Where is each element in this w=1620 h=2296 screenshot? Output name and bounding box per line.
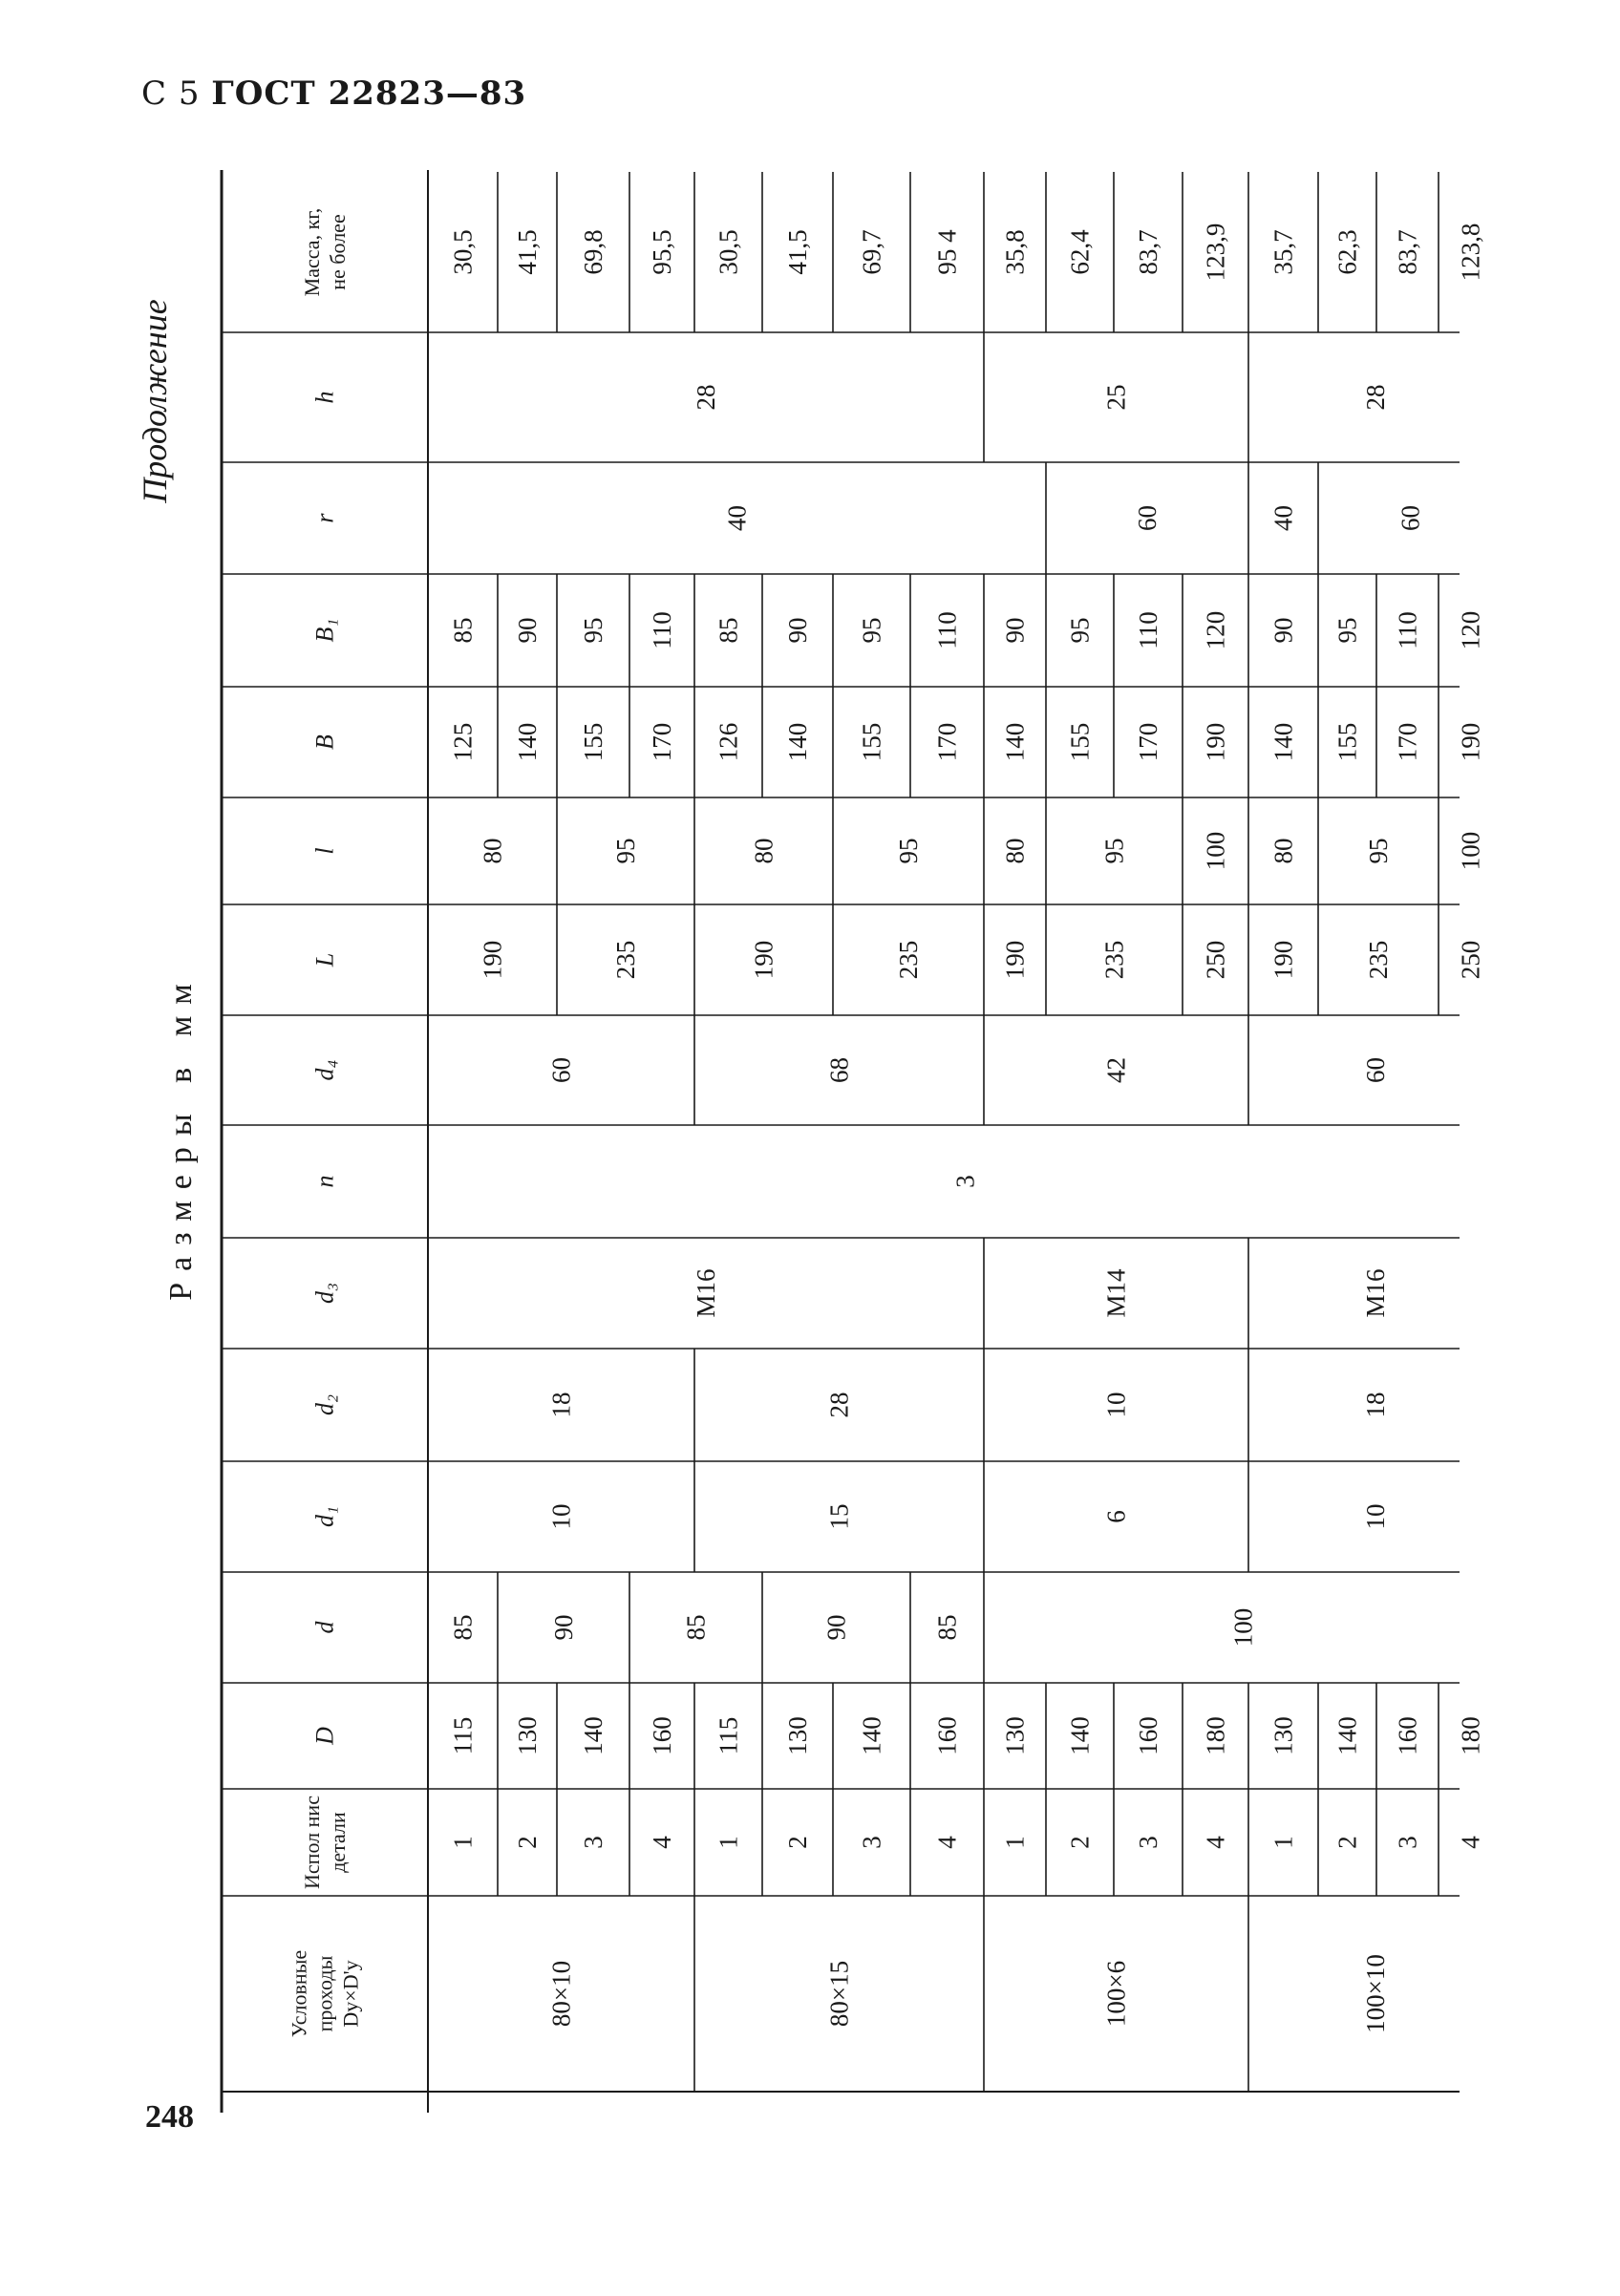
cell-d4: 68 [824, 1057, 854, 1083]
cell-h: 28 [1361, 384, 1390, 411]
header-n: n [310, 1175, 339, 1188]
page-number: 248 [145, 2099, 194, 2135]
header-L: L [310, 952, 339, 967]
cell-L: 190 [1268, 940, 1298, 980]
cell-B: 155 [857, 722, 886, 762]
cell-d1: 10 [546, 1503, 576, 1530]
cell-d3: M16 [1361, 1268, 1390, 1318]
cell-D: 140 [579, 1716, 608, 1755]
cell-dy: 80×15 [824, 1960, 854, 2028]
header-prefix: С 5 [141, 74, 201, 113]
cell-d: 85 [448, 1614, 478, 1641]
cell-D: 130 [783, 1716, 812, 1755]
standard-number: ГОСТ 22823—83 [211, 74, 527, 113]
cell-d: 90 [821, 1614, 851, 1641]
cell-d1: 10 [1361, 1503, 1390, 1530]
cell-d4: 42 [1101, 1057, 1131, 1083]
cell-B1: 90 [1268, 617, 1298, 644]
header-h: h [310, 391, 339, 404]
cell-r: 40 [722, 505, 752, 531]
header-D: D [310, 1727, 339, 1745]
cell-B1: 85 [448, 617, 478, 644]
cell-B1: 85 [714, 617, 743, 644]
cell-B: 140 [1268, 722, 1298, 762]
cell-part: 3 [579, 1836, 608, 1849]
cell-d: 90 [549, 1614, 578, 1641]
header-l: l [310, 847, 339, 855]
header-d1: d₁ [310, 1505, 339, 1528]
cell-l: 80 [478, 838, 507, 864]
cell-part: 2 [1065, 1836, 1095, 1849]
cell-B: 140 [513, 722, 542, 762]
cell-D: 140 [1065, 1716, 1095, 1755]
cell-part: 2 [513, 1836, 542, 1849]
cell-L: 235 [1099, 940, 1129, 980]
cell-L: 250 [1456, 940, 1485, 980]
cell-r: 60 [1133, 505, 1162, 531]
cell-part: 1 [714, 1836, 743, 1849]
header-d: d [310, 1621, 339, 1634]
cell-B: 126 [714, 722, 743, 762]
header-dy: Условные [287, 1949, 311, 2038]
cell-l: 80 [1268, 838, 1298, 864]
cell-d1: 6 [1101, 1510, 1131, 1523]
cell-L: 190 [478, 940, 507, 980]
cell-B: 190 [1456, 722, 1485, 762]
cell-D: 140 [857, 1716, 886, 1755]
cell-n: 3 [950, 1175, 980, 1188]
cell-mass: 123,8 [1456, 223, 1485, 282]
cell-B: 170 [1393, 722, 1422, 762]
header-part: Испол нис [300, 1796, 324, 1889]
cell-D: 115 [714, 1716, 743, 1755]
cell-mass: 41,5 [783, 229, 812, 275]
units-caption: Размеры в мм [163, 972, 199, 1301]
cell-B: 170 [1134, 722, 1162, 762]
cell-l: 80 [1000, 838, 1030, 864]
cell-D: 115 [448, 1716, 478, 1755]
cell-B1: 110 [932, 611, 962, 649]
cell-d2: 18 [546, 1392, 576, 1418]
cell-L: 235 [1364, 940, 1393, 980]
cell-D: 180 [1201, 1716, 1230, 1755]
cell-mass: 62,3 [1332, 229, 1362, 275]
cell-B1: 90 [513, 617, 542, 644]
cell-d4: 60 [546, 1057, 576, 1083]
cell-part: 1 [1268, 1836, 1298, 1849]
cell-l: 100 [1456, 831, 1485, 871]
cell-part: 4 [648, 1836, 676, 1849]
cell-mass: 35,7 [1268, 229, 1298, 275]
cell-part: 2 [783, 1836, 812, 1849]
cell-mass: 123,9 [1201, 223, 1230, 282]
cell-d: 100 [1228, 1607, 1258, 1648]
cell-D: 160 [932, 1716, 962, 1755]
cell-d3: M14 [1101, 1268, 1131, 1318]
cell-mass: 95 4 [932, 229, 962, 275]
header-B: B [310, 734, 339, 750]
cell-B: 140 [1000, 722, 1030, 762]
cell-D: 160 [1134, 1716, 1162, 1755]
cell-B1: 110 [1393, 611, 1422, 649]
cell-B1: 110 [648, 611, 676, 649]
cell-l: 95 [1364, 838, 1393, 864]
header-dy: Dу×D'у [338, 1960, 363, 2028]
cell-l: 95 [894, 838, 923, 864]
cell-d2: 28 [824, 1392, 854, 1418]
cell-d2: 10 [1101, 1392, 1131, 1418]
header-r: r [310, 513, 339, 523]
cell-B1: 95 [857, 617, 886, 644]
cell-dy: 100×10 [1361, 1954, 1390, 2033]
cell-l: 80 [749, 838, 778, 864]
header-mass: Масса, кг, [300, 207, 324, 297]
cell-B1: 120 [1456, 610, 1485, 650]
cell-D: 130 [1268, 1716, 1298, 1755]
cell-mass: 83,7 [1393, 229, 1422, 275]
cell-B1: 110 [1134, 611, 1162, 649]
cell-B1: 90 [1000, 617, 1030, 644]
cell-r: 40 [1268, 505, 1298, 531]
header-mass: не более [326, 214, 350, 290]
cell-dy: 100×6 [1101, 1960, 1131, 2028]
cell-mass: 83,7 [1134, 229, 1162, 275]
cell-mass: 69,8 [579, 229, 608, 275]
cell-L: 235 [894, 940, 923, 980]
cell-l: 95 [1099, 838, 1129, 864]
cell-mass: 30,5 [714, 229, 743, 275]
cell-L: 250 [1201, 940, 1230, 980]
header-d2: d₂ [310, 1393, 339, 1416]
cell-part: 4 [1456, 1836, 1485, 1849]
cell-L: 190 [1000, 940, 1030, 980]
cell-d: 85 [932, 1614, 962, 1641]
cell-mass: 35,8 [1000, 229, 1030, 275]
cell-B: 155 [1065, 722, 1095, 762]
cell-d3: M16 [692, 1268, 720, 1318]
cell-D: 130 [1000, 1716, 1030, 1755]
cell-d: 85 [681, 1614, 711, 1641]
cell-B: 170 [648, 722, 676, 762]
cell-part: 1 [1000, 1836, 1030, 1849]
header-dy: проходы [312, 1955, 337, 2032]
cell-B: 155 [1332, 722, 1362, 762]
cell-part: 3 [1134, 1836, 1162, 1849]
continuation-label: Продолжение [136, 299, 174, 503]
cell-B1: 90 [783, 617, 812, 644]
cell-D: 130 [513, 1716, 542, 1755]
cell-l: 95 [611, 838, 640, 864]
cell-mass: 41,5 [513, 229, 542, 275]
cell-D: 160 [648, 1716, 676, 1755]
cell-d4: 60 [1361, 1057, 1390, 1083]
cell-L: 235 [611, 940, 640, 980]
cell-h: 25 [1101, 384, 1131, 411]
cell-B: 140 [783, 722, 812, 762]
cell-h: 28 [692, 384, 720, 411]
cell-B1: 95 [1332, 617, 1362, 644]
cell-D: 160 [1393, 1716, 1422, 1755]
cell-D: 140 [1332, 1716, 1362, 1755]
header-d3: d₃ [310, 1282, 339, 1305]
cell-D: 180 [1456, 1716, 1485, 1755]
cell-B: 190 [1201, 722, 1230, 762]
cell-part: 4 [1201, 1836, 1230, 1849]
cell-l: 100 [1201, 831, 1230, 871]
cell-B1: 95 [579, 617, 608, 644]
header-part: детали [326, 1812, 350, 1873]
cell-part: 3 [1393, 1836, 1422, 1849]
cell-B1: 95 [1065, 617, 1095, 644]
cell-r: 60 [1396, 505, 1425, 531]
cell-L: 190 [749, 940, 778, 980]
cell-part: 2 [1332, 1836, 1362, 1849]
cell-B: 155 [579, 722, 608, 762]
cell-part: 3 [857, 1836, 886, 1849]
cell-mass: 62,4 [1065, 229, 1095, 275]
cell-mass: 69,7 [857, 229, 886, 275]
cell-part: 4 [932, 1836, 962, 1849]
cell-B: 170 [932, 722, 962, 762]
cell-d2: 18 [1361, 1392, 1390, 1418]
header-d4: d₄ [310, 1059, 339, 1081]
cell-dy: 80×10 [546, 1960, 576, 2028]
cell-d1: 15 [824, 1503, 854, 1530]
cell-mass: 30,5 [448, 229, 478, 275]
cell-mass: 95,5 [648, 229, 676, 275]
cell-B: 125 [448, 722, 478, 762]
header-B1: B₁ [310, 618, 339, 643]
cell-part: 1 [448, 1836, 478, 1849]
cell-B1: 120 [1201, 610, 1230, 650]
